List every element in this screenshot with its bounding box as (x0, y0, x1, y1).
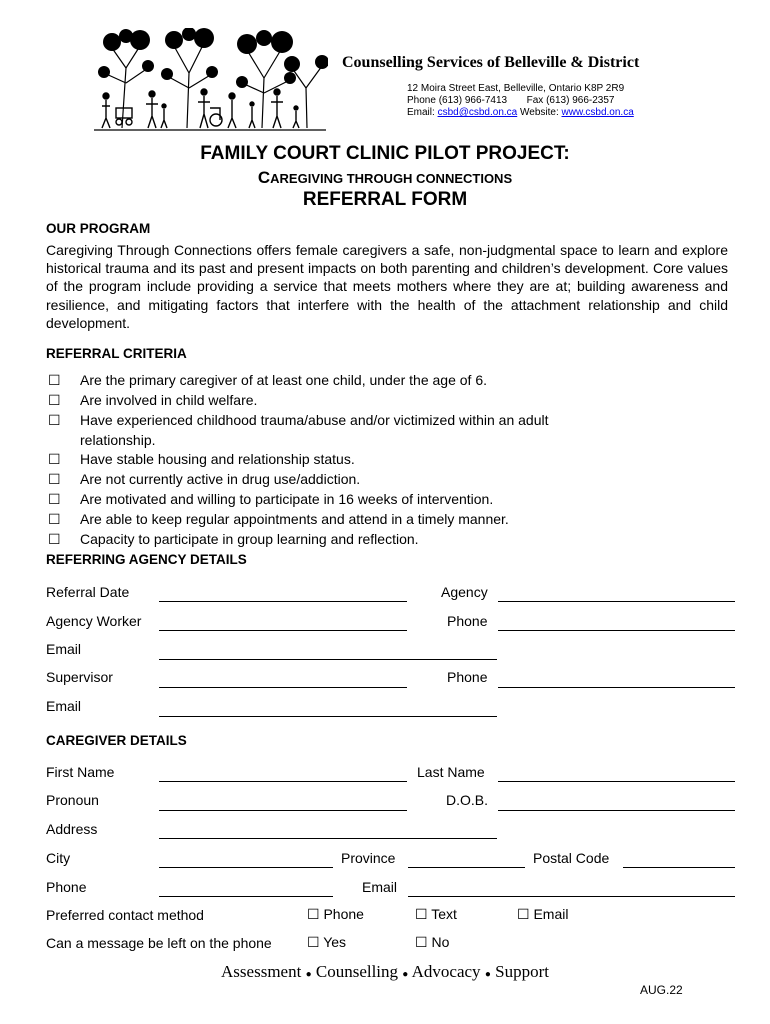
footer-advocacy: Advocacy (411, 962, 481, 981)
postal-code-label: Postal Code (533, 850, 610, 866)
address-field[interactable] (159, 838, 497, 839)
supervisor-field[interactable] (159, 687, 407, 688)
supervisor-email-label: Email (46, 698, 82, 714)
form-subtitle (0, 168, 770, 188)
form-subtitle-initial: C (257, 168, 271, 187)
criteria-checkbox-2[interactable]: ☐ (48, 392, 61, 408)
agency-worker-email-field[interactable] (159, 659, 497, 660)
supervisor-phone-label: Phone (447, 669, 488, 685)
form-name: REFERRAL FORM (302, 189, 468, 210)
caregiver-phone-label: Phone (46, 879, 87, 895)
org-contact-line (407, 107, 634, 119)
agency-heading: REFERRING AGENCY DETAILS (46, 552, 247, 567)
last-name-label: Last Name (417, 764, 485, 780)
criteria-heading: REFERRAL CRITERIA (46, 346, 187, 361)
criteria-item-4: Have stable housing and relationship status. (80, 451, 355, 467)
dob-field[interactable] (498, 810, 735, 811)
contact-email-box[interactable]: ☐ (517, 906, 530, 922)
first-name-field[interactable] (159, 781, 407, 782)
criteria-item-1: Are the primary caregiver of at least one child, under the age of 6. (80, 372, 488, 388)
org-email-link[interactable]: csbd@csbd.on.ca (437, 107, 518, 118)
message-no-checkbox[interactable] (415, 934, 449, 951)
agency-worker-phone-label: Phone (447, 613, 488, 629)
first-name-label: First Name (46, 764, 115, 780)
org-phone: Phone (613) 966-7413 (407, 95, 508, 106)
criteria-checkbox-4[interactable]: ☐ (48, 451, 61, 467)
caregiver-email-field[interactable] (408, 896, 735, 897)
contact-text-option: Text (431, 906, 457, 922)
criteria-item-7: Are able to keep regular appointments and attend in a timely manner. (80, 511, 509, 527)
criteria-checkbox-1[interactable]: ☐ (48, 372, 61, 388)
message-question-label: Can a message be left on the phone (46, 935, 272, 951)
footer-bullet-3: ● (484, 969, 491, 980)
caregiver-email-label: Email (362, 879, 398, 895)
supervisor-label: Supervisor (46, 669, 113, 685)
form-title: FAMILY COURT CLINIC PILOT PROJECT: (200, 143, 570, 164)
footer-services (0, 962, 770, 982)
footer-bullet-2: ● (402, 969, 409, 980)
criteria-item-6: Are motivated and willing to participate in 16 weeks of intervention. (80, 491, 494, 507)
footer-bullet-1: ● (305, 969, 312, 980)
org-website-label: Website: (520, 107, 559, 118)
pronoun-label: Pronoun (46, 792, 99, 808)
criteria-checkbox-5[interactable]: ☐ (48, 471, 61, 487)
province-field[interactable] (408, 867, 525, 868)
revision-date: AUG.22 (640, 983, 683, 997)
contact-email-checkbox[interactable] (517, 906, 568, 923)
contact-text-box[interactable]: ☐ (415, 906, 428, 922)
org-website-link[interactable]: www.csbd.on.ca (561, 107, 634, 118)
org-phone-fax (407, 95, 614, 107)
org-address: 12 Moira Street East, Belleville, Ontario K8P 2R9 (407, 83, 625, 94)
program-heading: OUR PROGRAM (46, 221, 151, 236)
message-no-box[interactable]: ☐ (415, 934, 428, 950)
footer-support: Support (495, 962, 549, 981)
address-label: Address (46, 821, 98, 837)
agency-label: Agency (441, 584, 488, 600)
footer-counselling: Counselling (315, 962, 399, 981)
program-description: Caregiving Through Connections offers female caregivers a safe, non-judgmental space to learn and explore historical trauma and its past and present impacts on both parenting and children’s development. Core values of the program include providing a service that meets mothers where they are at; building awareness and resilience, and mitigating factors that interfere with the health of the attachment relationship and child development. (46, 242, 728, 331)
province-label: Province (341, 850, 396, 866)
city-label: City (46, 850, 71, 866)
agency-worker-field[interactable] (159, 630, 407, 631)
message-yes-box[interactable]: ☐ (307, 934, 320, 950)
preferred-contact-label: Preferred contact method (46, 907, 204, 923)
form-subtitle-rest: AREGIVING THROUGH CONNECTIONS (270, 171, 513, 186)
referral-date-label: Referral Date (46, 584, 130, 600)
org-fax: Fax (613) 966-2357 (526, 95, 615, 106)
city-field[interactable] (159, 867, 333, 868)
agency-worker-label: Agency Worker (46, 613, 142, 629)
contact-phone-option: Phone (323, 906, 364, 922)
supervisor-email-field[interactable] (159, 716, 497, 717)
agency-worker-phone-field[interactable] (498, 630, 735, 631)
message-yes-option: Yes (323, 934, 347, 950)
agency-worker-email-label: Email (46, 641, 82, 657)
org-name: Counselling Services of Belleville & District (342, 54, 640, 71)
caregiver-phone-field[interactable] (159, 896, 333, 897)
contact-phone-checkbox[interactable] (307, 906, 364, 923)
criteria-item-5: Are not currently active in drug use/addiction. (80, 471, 361, 487)
criteria-checkbox-3[interactable]: ☐ (48, 412, 61, 428)
criteria-item-2: Are involved in child welfare. (80, 392, 258, 408)
criteria-item-3: Have experienced childhood trauma/abuse and/or victimized within an adult relationship. (80, 412, 549, 448)
footer-assessment: Assessment (221, 962, 302, 981)
referral-date-field[interactable] (159, 601, 407, 602)
criteria-checkbox-7[interactable]: ☐ (48, 511, 61, 527)
contact-email-option: Email (533, 906, 569, 922)
family-trees-logo (92, 28, 328, 136)
message-yes-checkbox[interactable] (307, 934, 346, 951)
contact-text-checkbox[interactable] (415, 906, 457, 923)
dob-label: D.O.B. (446, 792, 489, 808)
pronoun-field[interactable] (159, 810, 407, 811)
last-name-field[interactable] (498, 781, 735, 782)
contact-phone-box[interactable]: ☐ (307, 906, 320, 922)
postal-code-field[interactable] (623, 867, 735, 868)
org-email-label: Email: (407, 107, 435, 118)
criteria-checkbox-8[interactable]: ☐ (48, 531, 61, 547)
criteria-checkbox-6[interactable]: ☐ (48, 491, 61, 507)
message-no-option: No (431, 934, 450, 950)
supervisor-phone-field[interactable] (498, 687, 735, 688)
caregiver-heading: CAREGIVER DETAILS (46, 733, 187, 748)
agency-field[interactable] (498, 601, 735, 602)
criteria-item-8: Capacity to participate in group learning and reflection. (80, 531, 419, 547)
